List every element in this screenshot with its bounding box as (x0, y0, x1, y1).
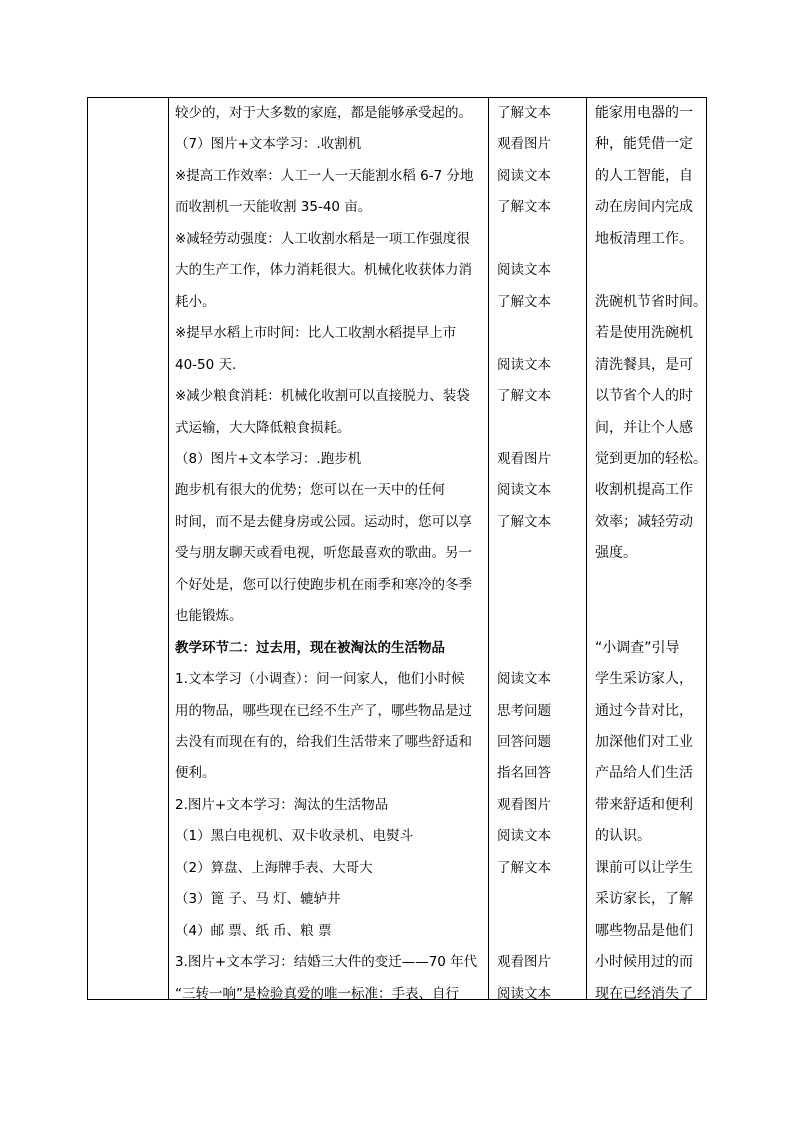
intent-text-line: 洗碗机节省时间。 (595, 293, 707, 310)
intent-text-line: 清洗餐具，是可 (595, 356, 693, 373)
activity-text-line: 了解文本 (497, 199, 551, 216)
content-text-line: （4）邮 票、纸 币、粮 票 (175, 922, 332, 939)
activity-text-line: 观看图片 (497, 954, 551, 971)
column-divider (488, 98, 489, 999)
activity-text-line: 观看图片 (497, 136, 551, 153)
intent-text-line: 以节省个人的时 (595, 388, 693, 405)
intent-text-line: 强度。 (595, 545, 637, 562)
activity-text-line: 阅读文本 (497, 167, 551, 184)
activity-text-line: 了解文本 (497, 859, 551, 876)
content-text-line: 1.文本学习（小调查）：问一问家人，他们小时候 (175, 671, 465, 688)
activity-text-line: 指名回答 (497, 765, 551, 782)
content-text-line: （1）黑白电视机、双卡收录机、电熨斗 (175, 828, 414, 845)
activity-text-line: 观看图片 (497, 450, 551, 467)
content-text-line: 便利。 (175, 765, 216, 782)
content-text-line: ※减少粮食消耗：机械化收割可以直接脱力、装袋 (175, 388, 470, 405)
activity-text-line: 了解文本 (497, 293, 551, 310)
content-text-line: 也能锻炼。 (175, 608, 243, 625)
intent-text-line: 种，能凭借一定 (595, 136, 693, 153)
intent-text-line: 效率；减轻劳动 (595, 513, 693, 530)
content-text-line: （3）篦 子、马 灯、辘轳井 (175, 891, 341, 908)
content-text-line: 2.图片+文本学习：淘汰的生活物品 (175, 796, 389, 813)
content-text-line: ※提早水稻上市时间：比人工收割水稻提早上市 (175, 325, 457, 342)
intent-text-line: 通过今昔对比， (595, 702, 693, 719)
intent-text-line: 收割机提高工作 (595, 482, 693, 499)
content-text-line: ※提高工作效率：人工一人一天能割水稻 6-7 分地 (175, 167, 474, 184)
activity-text-line: 了解文本 (497, 513, 551, 530)
activity-text-line: 了解文本 (497, 105, 551, 121)
content-text-line: 大的生产工作，体力消耗很大。机械化收获体力消 (175, 262, 472, 279)
intent-text-line: 小时候用过的而 (595, 954, 693, 971)
intent-text-line: “小调查”引导 (595, 639, 680, 656)
intent-text-line: 觉到更加的轻松。 (595, 450, 707, 467)
intent-text-line: 采访家长，了解 (595, 891, 693, 908)
content-text-line: 3.图片+文本学习：结婚三大件的变迁——70 年代 (175, 954, 478, 971)
activity-text-line: 了解文本 (497, 388, 551, 405)
activity-text-line: 阅读文本 (497, 482, 551, 499)
activity-text-line: 阅读文本 (497, 356, 551, 373)
activity-text-line: 观看图片 (497, 796, 551, 813)
activity-text-line: 回答问题 (497, 734, 551, 750)
content-text-line: 用的物品，哪些现在已经不生产了，哪些物品是过 (175, 702, 472, 719)
intent-text-line: 现在已经消失了 (595, 985, 693, 1002)
content-text-line: 而收割机一天能收割 35-40 亩。 (175, 199, 372, 216)
content-text-line: 式运输，大大降低粮食损耗。 (175, 419, 351, 436)
content-text-line: 去没有而现在有的，给我们生活带来了哪些舒适和 (175, 734, 472, 750)
content-text-line: 跑步机有很大的优势；您可以在一天中的任何 (175, 482, 445, 499)
content-text-line: 受与朋友聊天或看电视，听您最喜欢的歌曲。另一 (175, 545, 472, 562)
content-text-line: 40-50 天. (175, 356, 237, 373)
intent-text-line: 带来舒适和便利 (595, 796, 693, 813)
activity-text-line: 阅读文本 (497, 671, 551, 688)
content-text-line: （2）算盘、上海牌手表、大哥大 (175, 859, 373, 876)
content-text-line: 较少的，对于大多数的家庭，都是能够承受起的。 (175, 105, 472, 121)
intent-text-line: 哪些物品是他们 (595, 922, 693, 939)
intent-text-line: 课前可以让学生 (595, 859, 693, 876)
intent-text-line: 产品给人们生活 (595, 765, 693, 782)
content-text-line: 时间，而不是去健身房或公园。运动时，您可以享 (175, 513, 472, 530)
intent-text-line: 动在房间内完成 (595, 199, 693, 216)
content-text-line: （8）图片+文本学习：.跑步机 (175, 450, 362, 467)
column-divider (168, 98, 169, 999)
content-text-line: “三转一响”是检验真爱的唯一标准：手表、自行 (175, 985, 459, 1002)
activity-text-line: 思考问题 (497, 702, 551, 719)
activity-text-line: 阅读文本 (497, 262, 551, 279)
column-divider (586, 98, 587, 999)
content-text-line: 教学环节二：过去用，现在被淘汰的生活物品 (175, 639, 445, 656)
intent-text-line: 加深他们对工业 (595, 734, 693, 750)
content-text-line: 个好处是，您可以行使跑步机在雨季和寒冷的冬季 (175, 576, 472, 593)
content-text-line: 耗小。 (175, 293, 216, 310)
intent-text-line: 能家用电器的一 (595, 105, 693, 121)
content-text-line: （7）图片+文本学习：.收割机 (175, 136, 362, 153)
intent-text-line: 地板清理工作。 (595, 230, 693, 247)
activity-text-line: 阅读文本 (497, 828, 551, 845)
intent-text-line: 学生采访家人， (595, 671, 693, 688)
activity-text-line: 阅读文本 (497, 985, 551, 1002)
lesson-plan-table (87, 97, 707, 1000)
intent-text-line: 间，并让个人感 (595, 419, 693, 436)
intent-text-line: 的人工智能，自 (595, 167, 693, 184)
intent-text-line: 的认识。 (595, 828, 651, 845)
content-text-line: ※减轻劳动强度：人工收割水稻是一项工作强度很 (175, 230, 470, 247)
intent-text-line: 若是使用洗碗机 (595, 325, 693, 342)
